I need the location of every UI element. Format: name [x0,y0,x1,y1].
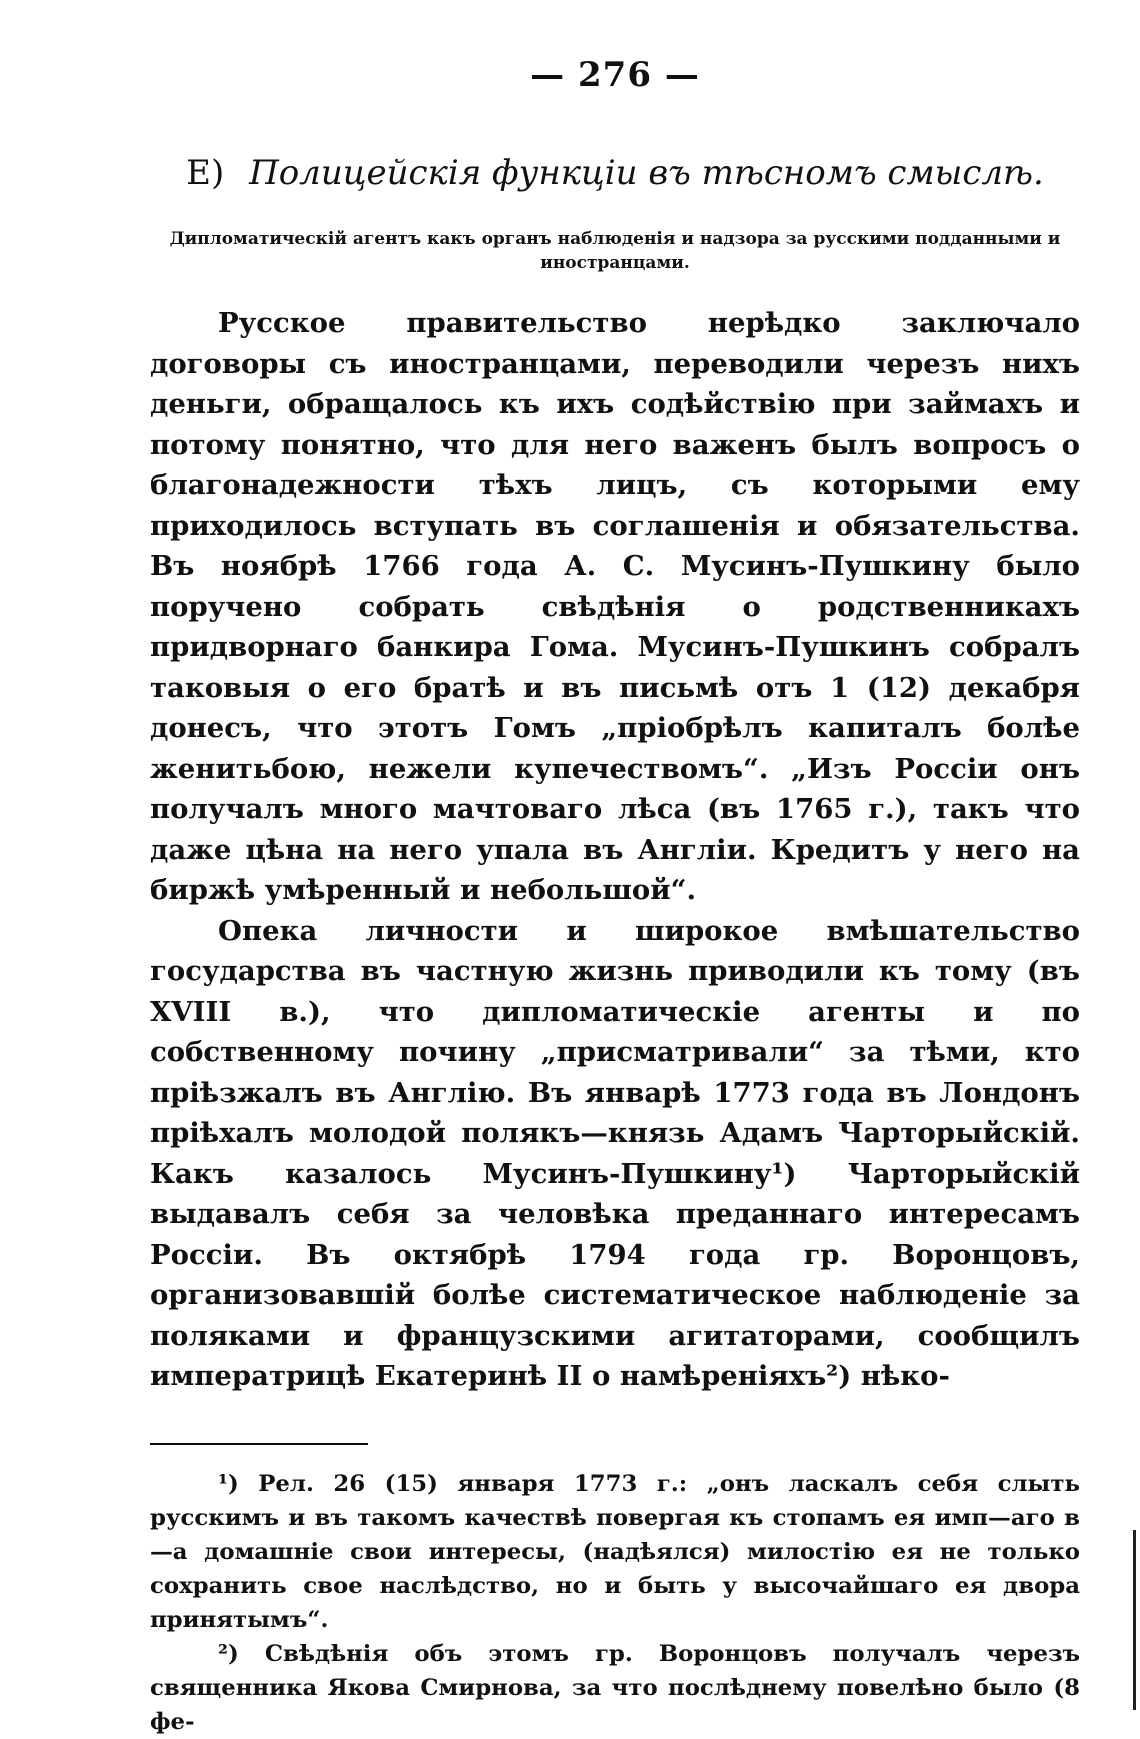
section-letter: E) [186,153,225,193]
section-heading [150,153,1080,193]
footnote-1-mark: ¹) [218,1470,239,1497]
book-page [150,55,1080,1739]
footnote-1-text: Рел. 26 (15) января 1773 г.: „онъ ласкалъ себя слыть русскимъ и въ такомъ качествѣ повергая къ стопамъ ея имп—аго в—а домашніе свои интересы, (надѣялся) милостію ея не только сохранить свое наслѣдство, но и быть у высочайшаго ея двора принятымъ“. [150,1470,1080,1633]
paragraph-1: Русское правительство нерѣдко заключало договоры съ иностранцами, переводили черезъ нихъ деньги, обращалось къ ихъ содѣйствію при займахъ и потому понятно, что для него важенъ былъ вопросъ о благонадежности тѣхъ лицъ, съ которыми ему приходилось вступать въ соглашенія и обязательства. Въ ноябрѣ 1766 года А. С. Мусинъ-Пушкину было поручено собрать свѣдѣнія о родственникахъ придворнаго банкира Гома. Мусинъ-Пушкинъ собралъ таковыя о его братѣ и въ письмѣ отъ 1 (12) декабря донесъ, что этотъ Гомъ „пріобрѣлъ капиталъ болѣе женитьбою, нежели купечествомъ“. „Изъ Россіи онъ получалъ много мачтоваго лѣса (въ 1765 г.), такъ что даже цѣна на него упала въ Англіи. Кредитъ у него на биржѣ умѣренный и небольшой“. [150,307,1080,906]
page-number: — 276 — [530,55,700,95]
paragraph-2: Опека личности и широкое вмѣшательство государства въ частную жизнь приводили къ тому (въ XVIII в.), что дипломатическіе агенты и по собственному почину „присматривали“ за тѣми, кто пріѣзжалъ въ Англію. Въ январѣ 1773 года въ Лондонъ пріѣхалъ молодой полякъ—князь Адамъ Чарторыйскій. Какъ казалось Мусинъ-Пушкину¹) Чарторыйскій выдавалъ себя за человѣка преданнаго интересамъ Россіи. Въ октябрѣ 1794 года гр. Воронцовъ, организовавшій болѣе систематическое наблюденіе за поляками и французскими агитаторами, сообщилъ императрицѣ Екатеринѣ II о намѣреніяхъ²) нѣко- [150,914,1080,1392]
footnote-divider [150,1443,368,1445]
footnote-1 [150,1467,1080,1637]
footnote-2-text: Свѣдѣнія объ этомъ гр. Воронцовъ получалъ черезъ священника Якова Смирнова, за что послѣднему повелѣно было (8 фе- [150,1640,1080,1735]
footnote-2-mark: ²) [218,1640,239,1667]
footnote-2 [150,1637,1080,1739]
section-title: Полицейскія функціи въ тѣсномъ смыслѣ. [249,153,1044,193]
section-subtitle: Дипломатическій агентъ какъ органъ наблюденія и надзора за русскими подданными и иностранцами. [169,229,1061,273]
page-edge-mark [1133,1530,1136,1710]
